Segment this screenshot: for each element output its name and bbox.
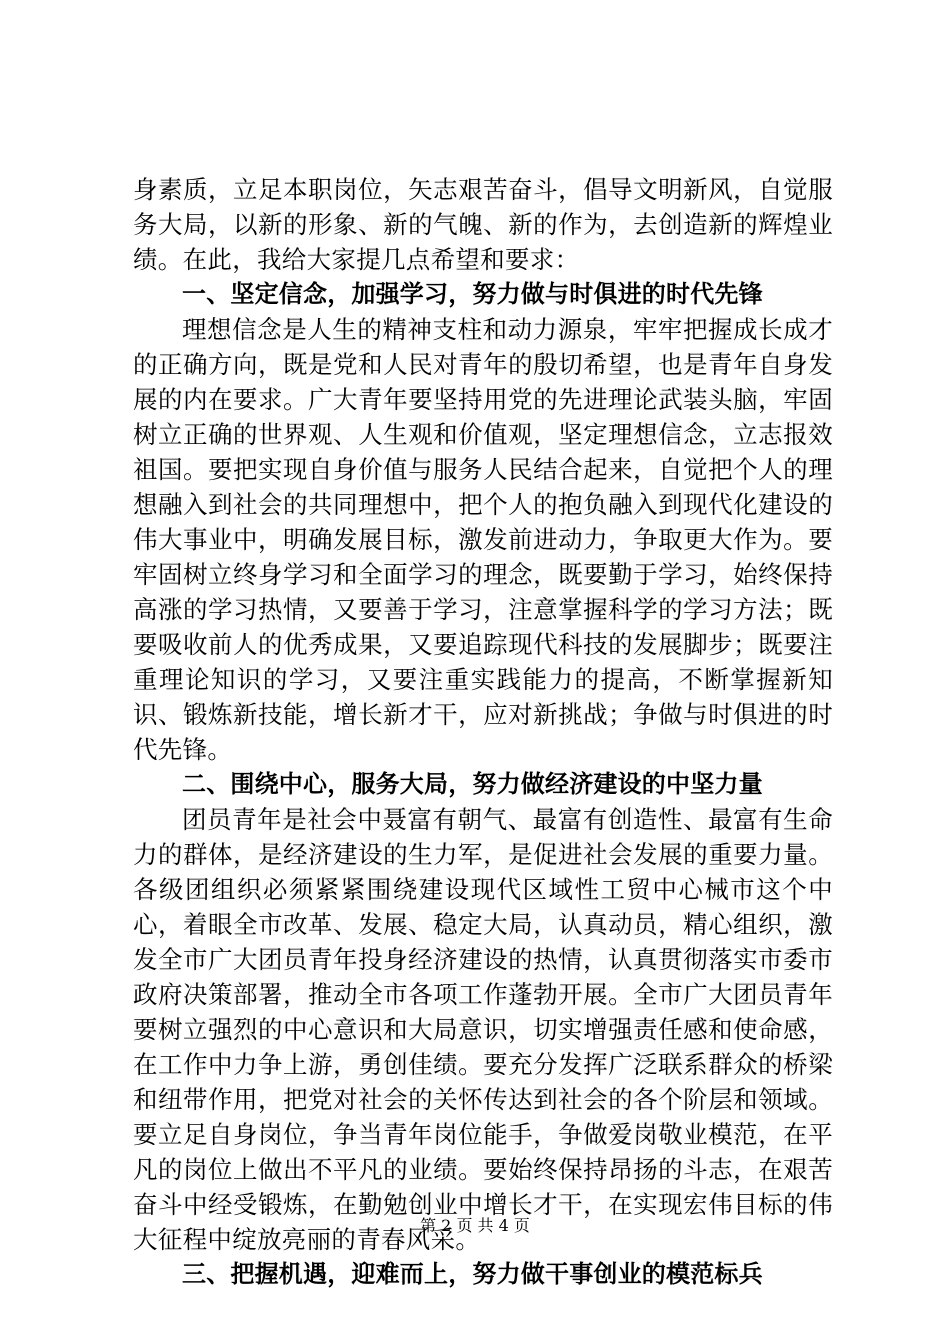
- document-body: [133, 172, 833, 1292]
- body-paragraph: 团员青年是社会中聂富有朝气、最富有创造性、最富有生命力的群体，是经济建设的生力军，是促进社会发展的重要力量。各级团组织必须紧紧围绕建设现代区域性工贸中心械市这个中心，着眼全市改革、发展、稳定大局，认真动员，精心组织，激发全市广大团员青年投身经济建设的热情，认真贯彻落实市委市政府决策部署，推动全市各项工作蓬勃开展。全市广大团员青年要树立强烈的中心意识和大局意识，切实增强责任感和使命感，在工作中力争上游，勇创佳绩。要充分发挥广泛联系群众的桥梁和纽带作用，把党对社会的关怀传达到社会的各个阶层和领域。要立足自身岗位，争当青年岗位能手，争做爱岗敬业模范，在平凡的岗位上做出不平凡的业绩。要始终保持昂扬的斗志，在艰苦奋斗中经受锻炼，在勤勉创业中增长才干，在实现宏伟目标的伟大征程中绽放亮丽的青春风采。: [133, 805, 833, 1254]
- section-heading-3: 三、把握机遇，迎难而上，努力做干事创业的模范标兵: [182, 1260, 763, 1288]
- body-paragraph: 身素质，立足本职岗位，矢志艰苦奋斗，倡导文明新风，自觉服务大局，以新的形象、新的气魄、新的作为，去创造新的辉煌业绩。在此，我给大家提几点希望和要求：: [133, 175, 833, 274]
- section-heading-1: 一、坚定信念，加强学习，努力做与时俱进的时代先锋: [182, 280, 763, 308]
- body-paragraph: 理想信念是人生的精神支柱和动力源泉，牢牢把握成长成才的正确方向，既是党和人民对青年的殷切希望，也是青年自身发展的内在要求。广大青年要坚持用党的先进理论武装头脑，牢固树立正确的世界观、人生观和价值观，坚定理想信念，立志报效祖国。要把实现自身价值与服务人民结合起来，自觉把个人的理想融入到社会的共同理想中，把个人的抱负融入到现代化建设的伟大事业中，明确发展目标，激发前进动力，争取更大作为。要牢固树立终身学习和全面学习的理念，既要勤于学习，始终保持高涨的学习热情，又要善于学习，注意掌握科学的学习方法；既要吸收前人的优秀成果，又要追踪现代科技的发展脚步；既要注重理论知识的学习，又要注重实践能力的提高，不断掌握新知识、锻炼新技能，增长新才干，应对新挑战；争做与时俱进的时代先锋。: [133, 315, 833, 764]
- page-number-footer: 第 2 页 共 4 页: [420, 1216, 530, 1235]
- section-heading-2: 二、围绕中心，服务大局，努力做经济建设的中坚力量: [182, 770, 763, 798]
